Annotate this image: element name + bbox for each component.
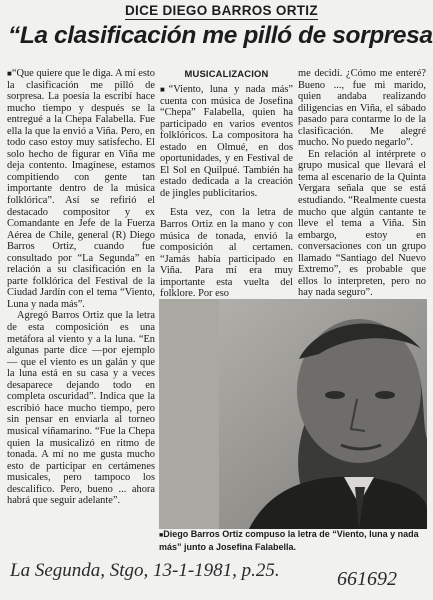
portrait-illustration [159, 299, 427, 529]
col2-paragraph-2: Esta vez, con la letra de Barros Ortiz en la mano y con música de tonada, envió la composición al certamen. “Jamás había participado en Viña. Para mí era muy importante esta vuelta del folklore. Por eso [160, 207, 293, 300]
section-subhead: MUSICALIZACION [184, 68, 269, 79]
headline: “La clasificación me pilló de sorpresa [8, 22, 433, 49]
photo-caption: ■ Diego Barros Ortiz compuso la letra de “Viento, luna y nada más” junto a Josefina Falabella. [159, 529, 427, 552]
handwritten-source-note: La Segunda, Stgo, 13-1-1981, p.25. [10, 560, 280, 581]
handwritten-archive-number: 661692 [337, 568, 397, 590]
kicker: DICE DIEGO BARROS ORTIZ [125, 3, 318, 18]
portrait-photo [159, 299, 427, 529]
article-column-3 [298, 68, 426, 299]
col2-paragraph-1: ■ “Viento, luna y nada más” cuenta con música de Josefina “Chepa” Falabella, quien ha participado en varios eventos folklóricos. La compositora ha estado en Olmué, en dos oportunidades, y en Festival de El Sol en Quilpué. También ha estado dedicada a la creación de jingles publicitarios. [160, 84, 293, 199]
article-column-2 [160, 68, 293, 300]
article-column-1 [7, 68, 155, 507]
col3-paragraph-2: En relación al intérprete o grupo musical que llevará el tema al escenario de la Quinta Vergara señala que se está estudiando. “Realmente cuesta mucho que algún cantante te lleve el tema a Viña. Sin embargo, estoy en conversaciones con un grupo llamado “Santiago del Nuevo Extremo”, es probable que ellos lo interpreten, pero no hay nada seguro”. [298, 148, 426, 299]
col1-paragraph-2: Agregó Barros Ortiz que la letra de esta composición es una metáfora al viento y a la luna. “En algunas parte dice —por ejemplo— que el viento es un galán y que la luna está en su casa y a veces desaparece dejando todo en completa oscuridad”. Indica que la escribió hace mucho tiempo, pero sin pensar en enviarla al torneo musical viñamarino. “Fue la Chepa quien la musicalizó en ritmo de tonada. A mí no me gusta mucho esto de participar en certámenes musicales, pero tampoco los descalifico. Pero, bueno ... ahora habrá que seguir adelante”. [7, 310, 155, 507]
col3-paragraph-1: me decidí. ¿Cómo me enteré? Bueno ..., fue mi marido, quien andaba realizando diligencias en Viña, el sábado pasado para contarme lo de la clasificación. Me alegré mucho. No puedo negarlo”. [298, 68, 426, 149]
col1-paragraph-1: ■ “Que quiere que le diga. A mí esto la clasificación me pilló de sorpresa. La poesía la escribí hace mucho tiempo y después se la entregué a la Chepa Falabella. Fue ella la que la envió a Viña. Pero, en todo caso estoy muy satisfecho. El solo hecho de figurar en Viña me deja contento. Imagínese, estamos compitiendo con gente tan importante dentro de la música folklórica”. Así se refirió el destacado compositor y ex Comandante en Jefe de la Fuerza Aérea de Chile, general (R) Diego Barros Ortiz, cuando fue consultado por “La Segunda” en relación a su clasificación en la parte folklórica del Festival de la Ciudad Jardín con el tema “Viento, Luna y nada más”. [7, 68, 155, 310]
